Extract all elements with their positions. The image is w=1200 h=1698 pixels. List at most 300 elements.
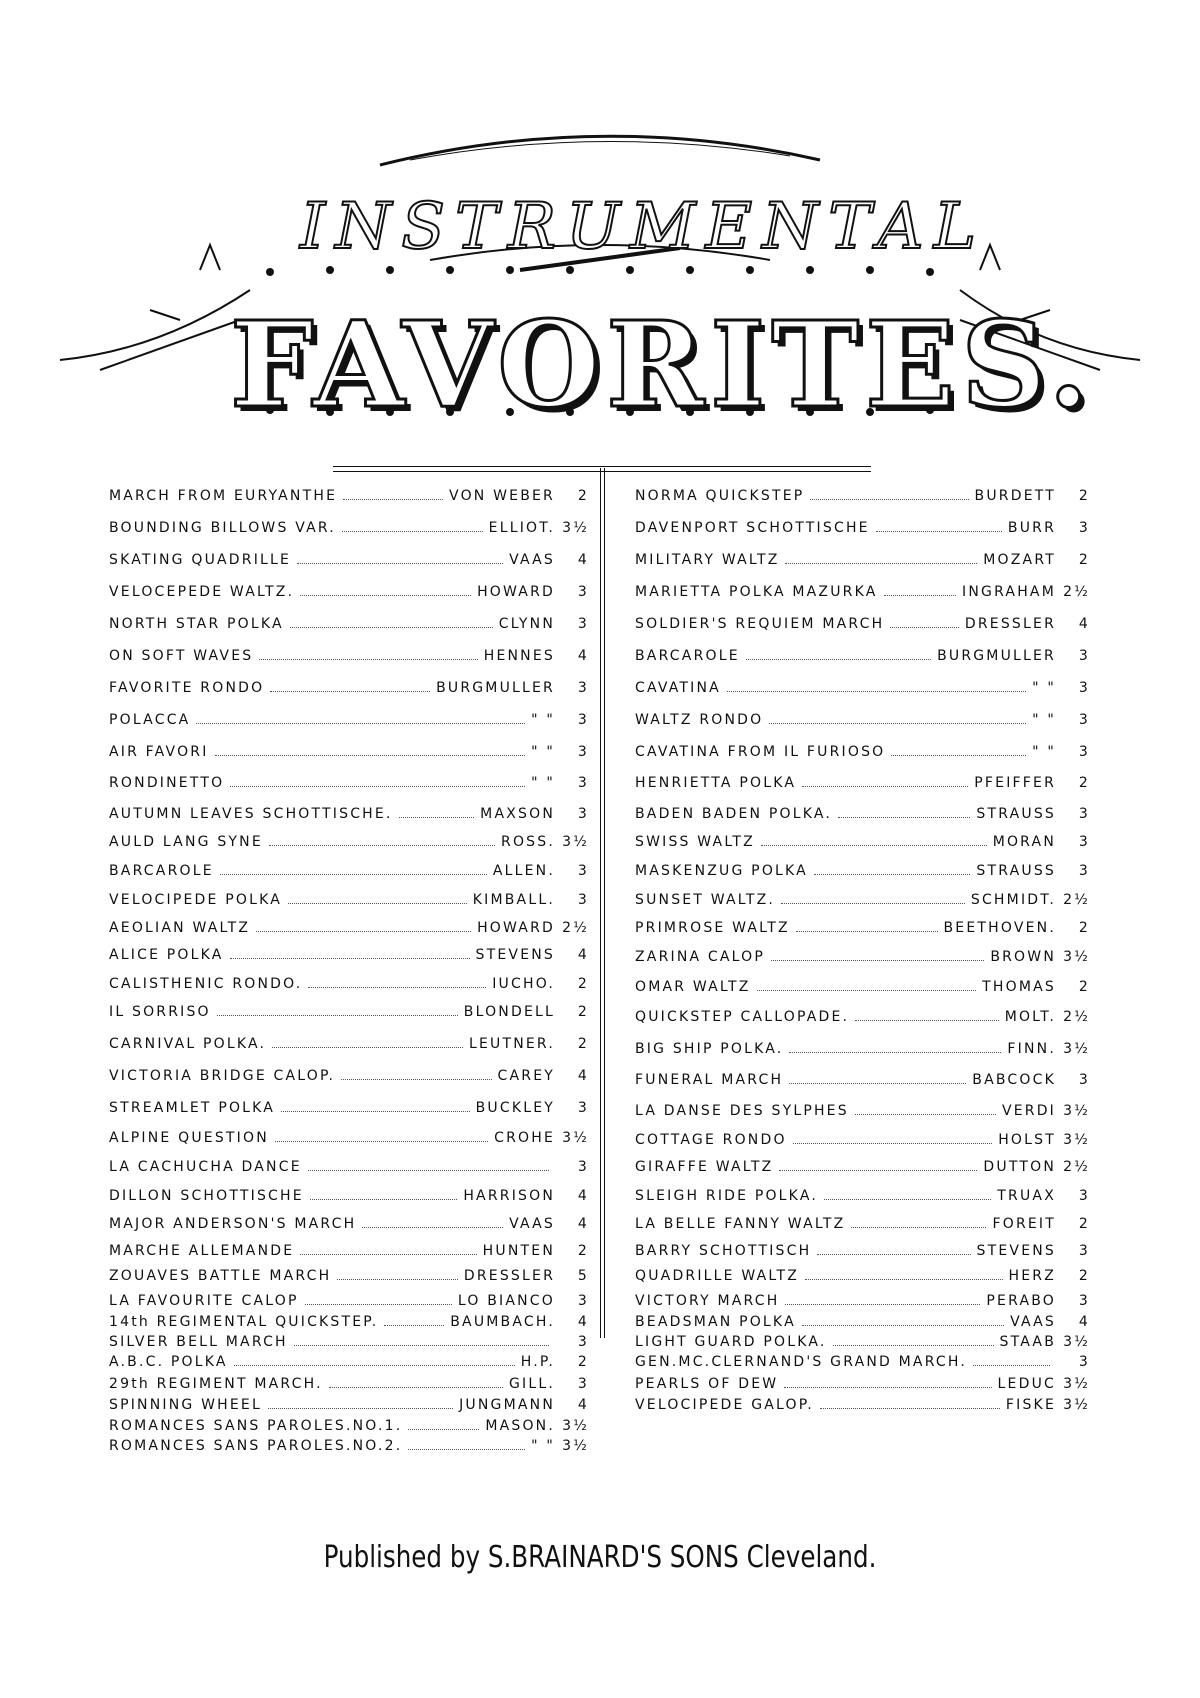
price: 3: [1078, 834, 1090, 850]
list-item: [635, 920, 1090, 942]
composer-name: HERZ: [1008, 1268, 1056, 1284]
top-rule-double: [333, 471, 871, 472]
composer-name: " ": [531, 744, 555, 760]
dot-leader: [796, 930, 938, 932]
dot-leader: [408, 1428, 479, 1430]
piece-title: STREAMLET POLKA: [109, 1100, 276, 1116]
composer-name: VERDI: [1001, 1103, 1056, 1119]
piece-title: CAVATINA FROM IL FURIOSO: [635, 744, 886, 760]
dot-leader: [230, 957, 470, 959]
dot-leader: [820, 1407, 1000, 1409]
dot-leader: [342, 530, 483, 532]
dot-leader: [805, 1278, 1002, 1280]
piece-title: SUNSET WALTZ.: [635, 892, 776, 908]
piece-title: IL SORRISO: [109, 1004, 211, 1020]
piece-title: AULD LANG SYNE: [109, 834, 263, 850]
dot-leader: [297, 562, 503, 564]
piece-title: ZOUAVES BATTLE MARCH: [109, 1268, 332, 1284]
price: 2: [577, 1243, 589, 1259]
piece-title: VELOCIPEDE GALOP.: [635, 1397, 814, 1413]
composer-name: IUCHO.: [492, 976, 555, 992]
piece-title: VELOCEPEDE WALTZ.: [109, 584, 295, 600]
composer-name: CLYNN: [498, 616, 555, 632]
piece-title: SKATING QUADRILLE: [109, 552, 292, 568]
piece-title: MARCHE ALLEMANDE: [109, 1243, 295, 1259]
dot-leader: [217, 1014, 458, 1016]
list-item: [109, 1188, 589, 1210]
price: 3: [1078, 680, 1090, 696]
piece-title: DAVENPORT SCHOTTISCHE: [635, 520, 870, 536]
price: 4: [577, 947, 589, 963]
piece-title: LA FAVOURITE CALOP: [109, 1293, 299, 1309]
price: 3: [1078, 806, 1090, 822]
composer-name: BUCKLEY: [475, 1100, 555, 1116]
composer-name: ALLEN.: [492, 863, 555, 879]
piece-title: BARRY SCHOTTISCH: [635, 1243, 812, 1259]
composer-name: BURGMULLER: [436, 680, 555, 696]
price: 3: [1078, 1293, 1090, 1309]
list-item: [635, 488, 1090, 510]
price: 3: [1078, 863, 1090, 879]
dot-leader: [300, 594, 471, 596]
piece-title: ALICE POLKA: [109, 947, 224, 963]
dot-leader: [268, 1407, 453, 1409]
price: 3: [577, 1159, 589, 1175]
piece-title: RONDINETTO: [109, 775, 225, 791]
composer-name: " ": [1032, 744, 1056, 760]
list-item: [109, 806, 589, 828]
price: 3: [1078, 1243, 1090, 1259]
price: 3: [577, 616, 589, 632]
price: 2: [577, 976, 589, 992]
composer-name: HOLST: [998, 1132, 1056, 1148]
composer-name: BURDETT: [974, 488, 1056, 504]
dot-leader: [746, 658, 931, 660]
list-item: [635, 949, 1090, 971]
composer-name: KIMBALL.: [472, 892, 555, 908]
composer-name: ROSS.: [501, 834, 555, 850]
list-item: [635, 648, 1090, 670]
piece-title: QUICKSTEP CALLOPADE.: [635, 1009, 850, 1025]
composer-name: HUNTEN: [482, 1243, 555, 1259]
composer-name: VON WEBER: [449, 488, 555, 504]
list-item: [109, 680, 589, 702]
composer-name: LEUTNER.: [468, 1036, 555, 1052]
price: 3: [1078, 744, 1090, 760]
price: 3: [577, 584, 589, 600]
piece-title: BIG SHIP POLKA.: [635, 1041, 784, 1057]
list-item: [635, 775, 1090, 797]
composer-name: DRESSLER: [964, 616, 1056, 632]
list-item: [109, 1243, 589, 1265]
piece-title: SLEIGH RIDE POLKA.: [635, 1188, 818, 1204]
composer-name: HOWARD: [477, 920, 555, 936]
list-item: [109, 488, 589, 510]
price: 3: [577, 1293, 589, 1309]
list-item: [109, 712, 589, 734]
list-item: [635, 1243, 1090, 1265]
price: 2: [1078, 979, 1090, 995]
piece-title: VELOCIPEDE POLKA: [109, 892, 282, 908]
list-item: [635, 712, 1090, 734]
price: 3: [577, 1100, 589, 1116]
dot-leader: [838, 816, 970, 818]
column-divider-double: [604, 468, 605, 1338]
price: 3: [577, 680, 589, 696]
price: 3: [1078, 712, 1090, 728]
composer-name: LEDUC: [997, 1376, 1056, 1392]
piece-title: A.B.C. POLKA: [109, 1354, 228, 1370]
list-item: [635, 979, 1090, 1001]
composer-name: MASON.: [485, 1418, 555, 1434]
dot-leader: [833, 1344, 994, 1346]
piece-title: MILITARY WALTZ: [635, 552, 780, 568]
price: 3: [1078, 520, 1090, 536]
price: 4: [577, 1314, 589, 1330]
dot-leader: [305, 1303, 452, 1305]
dot-leader: [234, 1364, 515, 1366]
piece-title: OMAR WALTZ: [635, 979, 751, 995]
dot-leader: [884, 594, 957, 596]
composer-name: BURR: [1007, 520, 1056, 536]
composer-name: MAXSON: [480, 806, 555, 822]
dot-leader: [329, 1386, 503, 1388]
piece-title: CALISTHENIC RONDO.: [109, 976, 303, 992]
price: 3: [577, 892, 589, 908]
dot-leader: [399, 816, 475, 818]
dot-leader: [890, 626, 959, 628]
list-item: [109, 1376, 589, 1398]
list-item: [109, 1418, 589, 1440]
piece-title: MASKENZUG POLKA: [635, 863, 808, 879]
piece-title: AEOLIAN WALTZ: [109, 920, 251, 936]
composer-name: " ": [1032, 712, 1056, 728]
piece-title: 29th REGIMENT MARCH.: [109, 1376, 323, 1392]
list-item: [109, 1438, 589, 1460]
list-item: [635, 744, 1090, 766]
dot-leader: [727, 690, 1026, 692]
list-item: [635, 584, 1090, 606]
composer-name: BROWN: [990, 949, 1056, 965]
dot-leader: [810, 498, 968, 500]
price: 3½: [562, 834, 589, 850]
price: 3½: [562, 1418, 589, 1434]
dot-leader: [785, 562, 977, 564]
list-item: [635, 1103, 1090, 1125]
list-item: [635, 1397, 1090, 1419]
composer-name: " ": [531, 1438, 555, 1454]
dot-leader: [757, 989, 977, 991]
piece-title: LA DANSE DES SYLPHES: [635, 1103, 849, 1119]
price: 2: [1078, 552, 1090, 568]
price: 2: [1078, 920, 1090, 936]
price: 4: [577, 1188, 589, 1204]
piece-title: ROMANCES SANS PAROLES.NO.1.: [109, 1418, 403, 1434]
composer-name: " ": [1032, 680, 1056, 696]
composer-name: SCHMIDT.: [970, 892, 1056, 908]
price: 2: [577, 1354, 589, 1370]
dot-leader: [256, 930, 471, 932]
list-item: [635, 616, 1090, 638]
composer-name: STEVENS: [475, 947, 555, 963]
piece-title: LIGHT GUARD POLKA.: [635, 1334, 827, 1350]
list-item: [109, 1100, 589, 1122]
list-item: [109, 1354, 589, 1376]
dot-leader: [230, 785, 525, 787]
piece-title: SWISS WALTZ: [635, 834, 755, 850]
dot-leader: [341, 1078, 491, 1080]
price: 3½: [1063, 1041, 1090, 1057]
list-item: [109, 1397, 589, 1419]
dot-leader: [785, 1303, 980, 1305]
price: 4: [577, 1397, 589, 1413]
piece-title: CARNIVAL POLKA.: [109, 1036, 267, 1052]
price: 2: [1078, 488, 1090, 504]
dot-leader: [973, 1364, 1050, 1366]
composer-name: HENNES: [483, 648, 555, 664]
list-item: [635, 1132, 1090, 1154]
list-item: [635, 892, 1090, 914]
dot-leader: [384, 1324, 444, 1326]
list-item: [635, 863, 1090, 885]
price: 4: [1078, 616, 1090, 632]
list-item: [635, 1293, 1090, 1315]
composer-name: MOLT.: [1004, 1009, 1056, 1025]
piece-title: DILLON SCHOTTISCHE: [109, 1188, 304, 1204]
composer-name: DRESSLER: [463, 1268, 555, 1284]
composer-name: STRAUSS: [976, 806, 1056, 822]
piece-title: GEN.MC.CLERNAND'S GRAND MARCH.: [635, 1354, 968, 1370]
price: 2: [1078, 1268, 1090, 1284]
list-item: [635, 1268, 1090, 1290]
list-item: [635, 1009, 1090, 1031]
dot-leader: [343, 498, 443, 500]
composer-name: STAAB: [999, 1334, 1056, 1350]
piece-title: BARCAROLE: [109, 863, 214, 879]
price: 4: [577, 1068, 589, 1084]
price: 3: [577, 1376, 589, 1392]
price: 2½: [1063, 1159, 1090, 1175]
piece-title: ZARINA CALOP: [635, 949, 766, 965]
price: 2: [1078, 775, 1090, 791]
composer-name: BEETHOVEN.: [943, 920, 1056, 936]
dot-leader: [337, 1278, 458, 1280]
piece-title: BADEN BADEN POLKA.: [635, 806, 833, 822]
composer-name: VAAS: [1010, 1314, 1056, 1330]
dot-leader: [269, 844, 495, 846]
piece-title: QUADRILLE WALTZ: [635, 1268, 800, 1284]
dot-leader: [275, 1140, 488, 1142]
composer-name: DUTTON: [983, 1159, 1056, 1175]
piece-title: ROMANCES SANS PAROLES.NO.2.: [109, 1438, 403, 1454]
price: 3: [577, 744, 589, 760]
dot-leader: [259, 658, 477, 660]
composer-name: STRAUSS: [976, 863, 1056, 879]
dot-leader: [308, 1169, 549, 1171]
dot-leader: [851, 1226, 986, 1228]
main-title-favorites: FAVORITES.: [230, 295, 1096, 434]
composer-name: " ": [531, 775, 555, 791]
dot-leader: [281, 1110, 470, 1112]
composer-name: H.P.: [520, 1354, 555, 1370]
piece-title: MARCH FROM EURYANTHE: [109, 488, 338, 504]
composer-name: PFEIFFER: [974, 775, 1056, 791]
piece-title: MARIETTA POLKA MAZURKA: [635, 584, 878, 600]
dot-leader: [310, 1198, 458, 1200]
list-item: [635, 1334, 1090, 1356]
price: 2½: [562, 920, 589, 936]
piece-title: MAJOR ANDERSON'S MARCH: [109, 1216, 357, 1232]
list-item: [635, 1041, 1090, 1063]
list-item: [109, 520, 589, 542]
price: 3½: [562, 520, 589, 536]
piece-title: PRIMROSE WALTZ: [635, 920, 790, 936]
list-item: [109, 584, 589, 606]
composer-name: FOREIT: [992, 1216, 1056, 1232]
price: 3½: [1063, 1334, 1090, 1350]
piece-title: BARCAROLE: [635, 648, 740, 664]
composer-name: HARRISON: [463, 1188, 555, 1204]
piece-title: FAVORITE RONDO: [109, 680, 265, 696]
piece-title: 14th REGIMENTAL QUICKSTEP.: [109, 1314, 379, 1330]
price: 3½: [562, 1438, 589, 1454]
piece-title: BOUNDING BILLOWS VAR.: [109, 520, 336, 536]
composer-name: BABCOCK: [972, 1072, 1056, 1088]
piece-title: PEARLS OF DEW: [635, 1376, 779, 1392]
piece-title: ON SOFT WAVES: [109, 648, 254, 664]
list-item: [109, 1036, 589, 1058]
composer-name: " ": [531, 712, 555, 728]
list-item: [109, 648, 589, 670]
list-item: [109, 1293, 589, 1315]
piece-title: NORTH STAR POLKA: [109, 616, 284, 632]
subtitle-instrumental: INSTRUMENTAL: [300, 190, 987, 264]
price: 3½: [562, 1130, 589, 1146]
price: 3: [1078, 1072, 1090, 1088]
dot-leader: [408, 1448, 525, 1450]
dot-leader: [769, 722, 1026, 724]
dot-leader: [781, 902, 965, 904]
dot-leader: [761, 844, 987, 846]
price: 3½: [1063, 1376, 1090, 1392]
column-divider: [600, 468, 601, 1338]
dot-leader: [362, 1226, 503, 1228]
price: 3½: [1063, 949, 1090, 965]
dot-leader: [802, 1324, 1004, 1326]
dot-leader: [802, 785, 968, 787]
composer-name: CROHE: [494, 1130, 555, 1146]
price: 5: [577, 1268, 589, 1284]
price: 2½: [1063, 892, 1090, 908]
list-item: [109, 552, 589, 574]
list-item: [109, 775, 589, 797]
price: 3½: [1063, 1132, 1090, 1148]
piece-title: HENRIETTA POLKA: [635, 775, 797, 791]
list-item: [109, 892, 589, 914]
dot-leader: [272, 1046, 463, 1048]
dot-leader: [290, 626, 493, 628]
price: 2: [577, 1036, 589, 1052]
price: 3: [577, 712, 589, 728]
list-item: [109, 947, 589, 969]
piece-title: CAVATINA: [635, 680, 721, 696]
composer-name: GILL.: [508, 1376, 555, 1392]
composer-name: MORAN: [992, 834, 1056, 850]
piece-title: SPINNING WHEEL: [109, 1397, 262, 1413]
piece-title: AUTUMN LEAVES SCHOTTISCHE.: [109, 806, 393, 822]
list-item: [109, 834, 589, 856]
dot-leader: [288, 902, 467, 904]
top-rule: [333, 466, 871, 467]
composer-name: HOWARD: [477, 584, 555, 600]
dot-leader: [771, 959, 984, 961]
dot-leader: [215, 754, 526, 756]
composer-name: MOZART: [983, 552, 1056, 568]
dot-leader: [779, 1169, 977, 1171]
dot-leader: [876, 530, 1002, 532]
list-item: [109, 1216, 589, 1238]
composer-name: BURGMULLER: [937, 648, 1056, 664]
composer-name: VAAS: [509, 1216, 555, 1232]
list-item: [635, 806, 1090, 828]
dot-leader: [220, 873, 487, 875]
piece-title: VICTORY MARCH: [635, 1293, 780, 1309]
dot-leader: [270, 690, 430, 692]
piece-title: BEADSMAN POLKA: [635, 1314, 796, 1330]
piece-title: FUNERAL MARCH: [635, 1072, 784, 1088]
composer-name: FINN.: [1007, 1041, 1056, 1057]
price: 2½: [1063, 584, 1090, 600]
title-block: [0, 120, 1200, 470]
price: 3: [1078, 1188, 1090, 1204]
composer-name: FISKE: [1005, 1397, 1056, 1413]
price: 4: [577, 1216, 589, 1232]
composer-name: ELLIOT.: [488, 520, 555, 536]
piece-title: NORMA QUICKSTEP: [635, 488, 805, 504]
publisher-imprint: Published by S.BRAINARD'S SONS Cleveland.: [323, 1540, 877, 1575]
composer-name: LO BIANCO: [457, 1293, 555, 1309]
piece-title: SILVER BELL MARCH: [109, 1334, 288, 1350]
list-item: [109, 1130, 589, 1152]
dot-leader: [789, 1082, 966, 1084]
price: 4: [577, 552, 589, 568]
price: 3: [1078, 1354, 1090, 1370]
price: 3½: [1063, 1103, 1090, 1119]
price: 4: [1078, 1314, 1090, 1330]
piece-title: ALPINE QUESTION: [109, 1130, 269, 1146]
price: 3: [1078, 648, 1090, 664]
list-item: [109, 863, 589, 885]
list-item: [109, 1159, 589, 1181]
list-item: [109, 744, 589, 766]
composer-name: TRUAX: [997, 1188, 1056, 1204]
price: 3: [577, 1334, 589, 1350]
list-item: [635, 834, 1090, 856]
list-item: [635, 1072, 1090, 1094]
piece-title: LA CACHUCHA DANCE: [109, 1159, 302, 1175]
dot-leader: [855, 1019, 998, 1021]
dot-leader: [814, 873, 970, 875]
dot-leader: [294, 1344, 549, 1346]
list-item: [109, 976, 589, 998]
list-item: [635, 680, 1090, 702]
dot-leader: [855, 1113, 996, 1115]
dot-leader: [891, 754, 1026, 756]
list-item: [635, 1159, 1090, 1181]
dot-leader: [196, 722, 525, 724]
piece-title: AIR FAVORI: [109, 744, 209, 760]
dot-leader: [817, 1253, 970, 1255]
